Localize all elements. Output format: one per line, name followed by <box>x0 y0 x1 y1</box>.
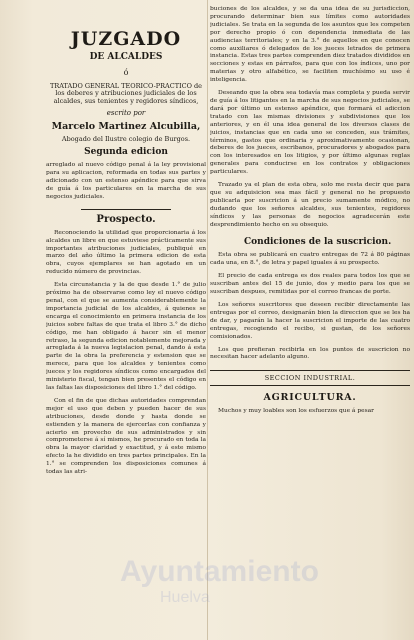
agriculture-paragraph: Muchos y muy loables son los esfuerzos que á pesar <box>218 408 374 415</box>
edition-heading: Segunda edicion <box>84 147 168 158</box>
written-by-label: escrito por <box>106 109 146 118</box>
prospecto-paragraph-3: Con el fin de que dichas autoridades comprendan mejor el uso que deben y pueden hacer de sus atribuciones, desde donde y hasta donde se estienden y la manera de ejercerlas con confianza y acierto en provecho de sus administrados y sin comprometerse á sí mismos, he procurado en toda la obra la mayor claridad y exactitud, y á este mismo efecto la he dividido en tres partes principales. En la 1.° se comprenden los disposiciones comunes á todas las atri- <box>46 397 206 476</box>
condition-1: Esta obra se publicará en cuatro entregas de 72 á 80 páginas cada una, en 8.°, de letra y papel iguales á su prospecto. <box>210 252 410 267</box>
agriculture-heading: AGRICULTURA. <box>263 392 357 404</box>
column-divider <box>207 0 208 640</box>
treatise-description: TRATADO GENERAL TEORICO-PRACTICO de los deberes y atribuciones judiciales de los alcaldes, sus tenientes y regidores síndicos, <box>49 82 202 105</box>
prospecto-heading: Prospecto. <box>96 213 156 225</box>
watermark-line-2: Huelva <box>160 589 210 606</box>
or-connector: ó <box>123 68 129 77</box>
prospecto-paragraph-1: Reconociendo la utilidad que proporcionaria á los alcaldes un libre en que estuviese prácticamente sus importantes atribuciones judiciales, publiqué en marzo del año último la primera edicion de esta obra, cuyos ejemplares se han agotado en un reducido número de provincias. <box>46 229 206 276</box>
continued-paragraph: buciones de los alcaldes, y se da una idea de su jurisdiccion, procurando determinar bien sus límites como autoridades judiciales. Se trata en la segunda de los asuntos que les competen por derecho propio ó con dependencia inmediata de las audiencias territoriales; y en la 3.° de aquellos en que conocen como auxiliares ó delegados de los jueces letrados de primera instancia. Estas tres partes comprenden diez tratados divididos en secciones y estas en párrafos, para que con los índices, uno por materias y otro alfabético, se faciliten muchísimo su uso é inteligencia. <box>210 6 410 84</box>
divider-rule <box>81 209 171 210</box>
appendix-paragraph: Deseando que la obra sea todavía mas completa y pueda servir de guía á los litigantes en la marcha de sus negocios judiciales, se dará por último un estenso apéndice, que formará el adiccion tratado con las mismas divisiones y subdivisiones que los anteriores, y en él una idea general de los diversos clases de juicios, instancias que en cada uno se conceden, sus trámites, términos, gastos que ordinaria y aproximativamente ocasionan, deberes de los jueces, escribanos, procuradores y abogados para con los interesados en los litigios, y por último algunas reglas generales para conducirse en los contratos y obligaciones particulares. <box>210 90 410 176</box>
page-subtitle: DE ALCALDES <box>89 52 163 62</box>
page-title: JUZGADO <box>70 28 182 50</box>
prospecto-paragraph-2: Esta circunstancia y la de que desde 1.° de julio próximo ha de observarse como ley el nuevo código penal, con el que se aumenta considerablemente la importancia judicial de los alcaldes, á quienes se encarga el conocimiento en primera instancia de los juicios sobre faltas de que trata el libro 3.° de dicho código, me han obligado á hacer sin el menor retraso, la segunda edicion notablemente mejorada y arreglada á la nueva legislacion penal, dando á esta parte de la obra la preferencia y estension que se merece, para que los alcaldes y tenientes como jueces y los regidores síndicos como encargados del ministerio fiscal, tengan bien presentes el código en las faltas las disposiciones del libro 1.° del código. <box>46 282 206 391</box>
watermark-line-1: Ayuntamiento <box>120 555 319 588</box>
section-industrial-heading: SECCION INDUSTRIAL. <box>210 370 410 386</box>
right-column <box>210 0 410 640</box>
condition-4: Los que prefieran recibirla en los puntos de suscricion no necesitan hacer adelanto alguno. <box>210 346 410 361</box>
edition-paragraph: arreglado al nuevo código penal á la ley provisional para su aplicacion, reformada en todas sus partes y adicionado con un estenso apéndice para que sirva de guía á los particulares en la marcha de sus negocios judiciales. <box>46 162 206 200</box>
conditions-heading: Condiciones de la suscricion. <box>244 237 392 248</box>
left-column <box>46 0 206 640</box>
condition-3: Los señores suscritores que deseen recibir directamente las entregas por el correo, designarán bien la direccion que se les ha de dar, y pagarán la hacer la suscricion el importe de las cuatro entregas, recogiendo el recibo, si gustan, de los señores comisionados. <box>210 302 410 340</box>
author-name: Marcelo Martinez Alcubilla, <box>51 121 201 133</box>
condition-2: El precio de cada entrega es dos reales para todos los que se suscriban antes del 15 de junio, dos y medio para los que se suscriban despues, remitidas por el correo francas de porte. <box>210 273 410 296</box>
plan-paragraph: Trazado ya el plan de esta obra, solo me resta decir que para que su adquisicion sea mas fácil y general no he propuesto publicarla por suscricion á un precio sumamente módico, no dudando que los señores alcaldes, sus tenientes, regidores síndicos y las personas de negocios agradecerán este desprendimiento hecho en su obsequio. <box>210 182 410 228</box>
author-credentials: Abogado del Ilustre colegio de Burgos. <box>61 135 191 144</box>
